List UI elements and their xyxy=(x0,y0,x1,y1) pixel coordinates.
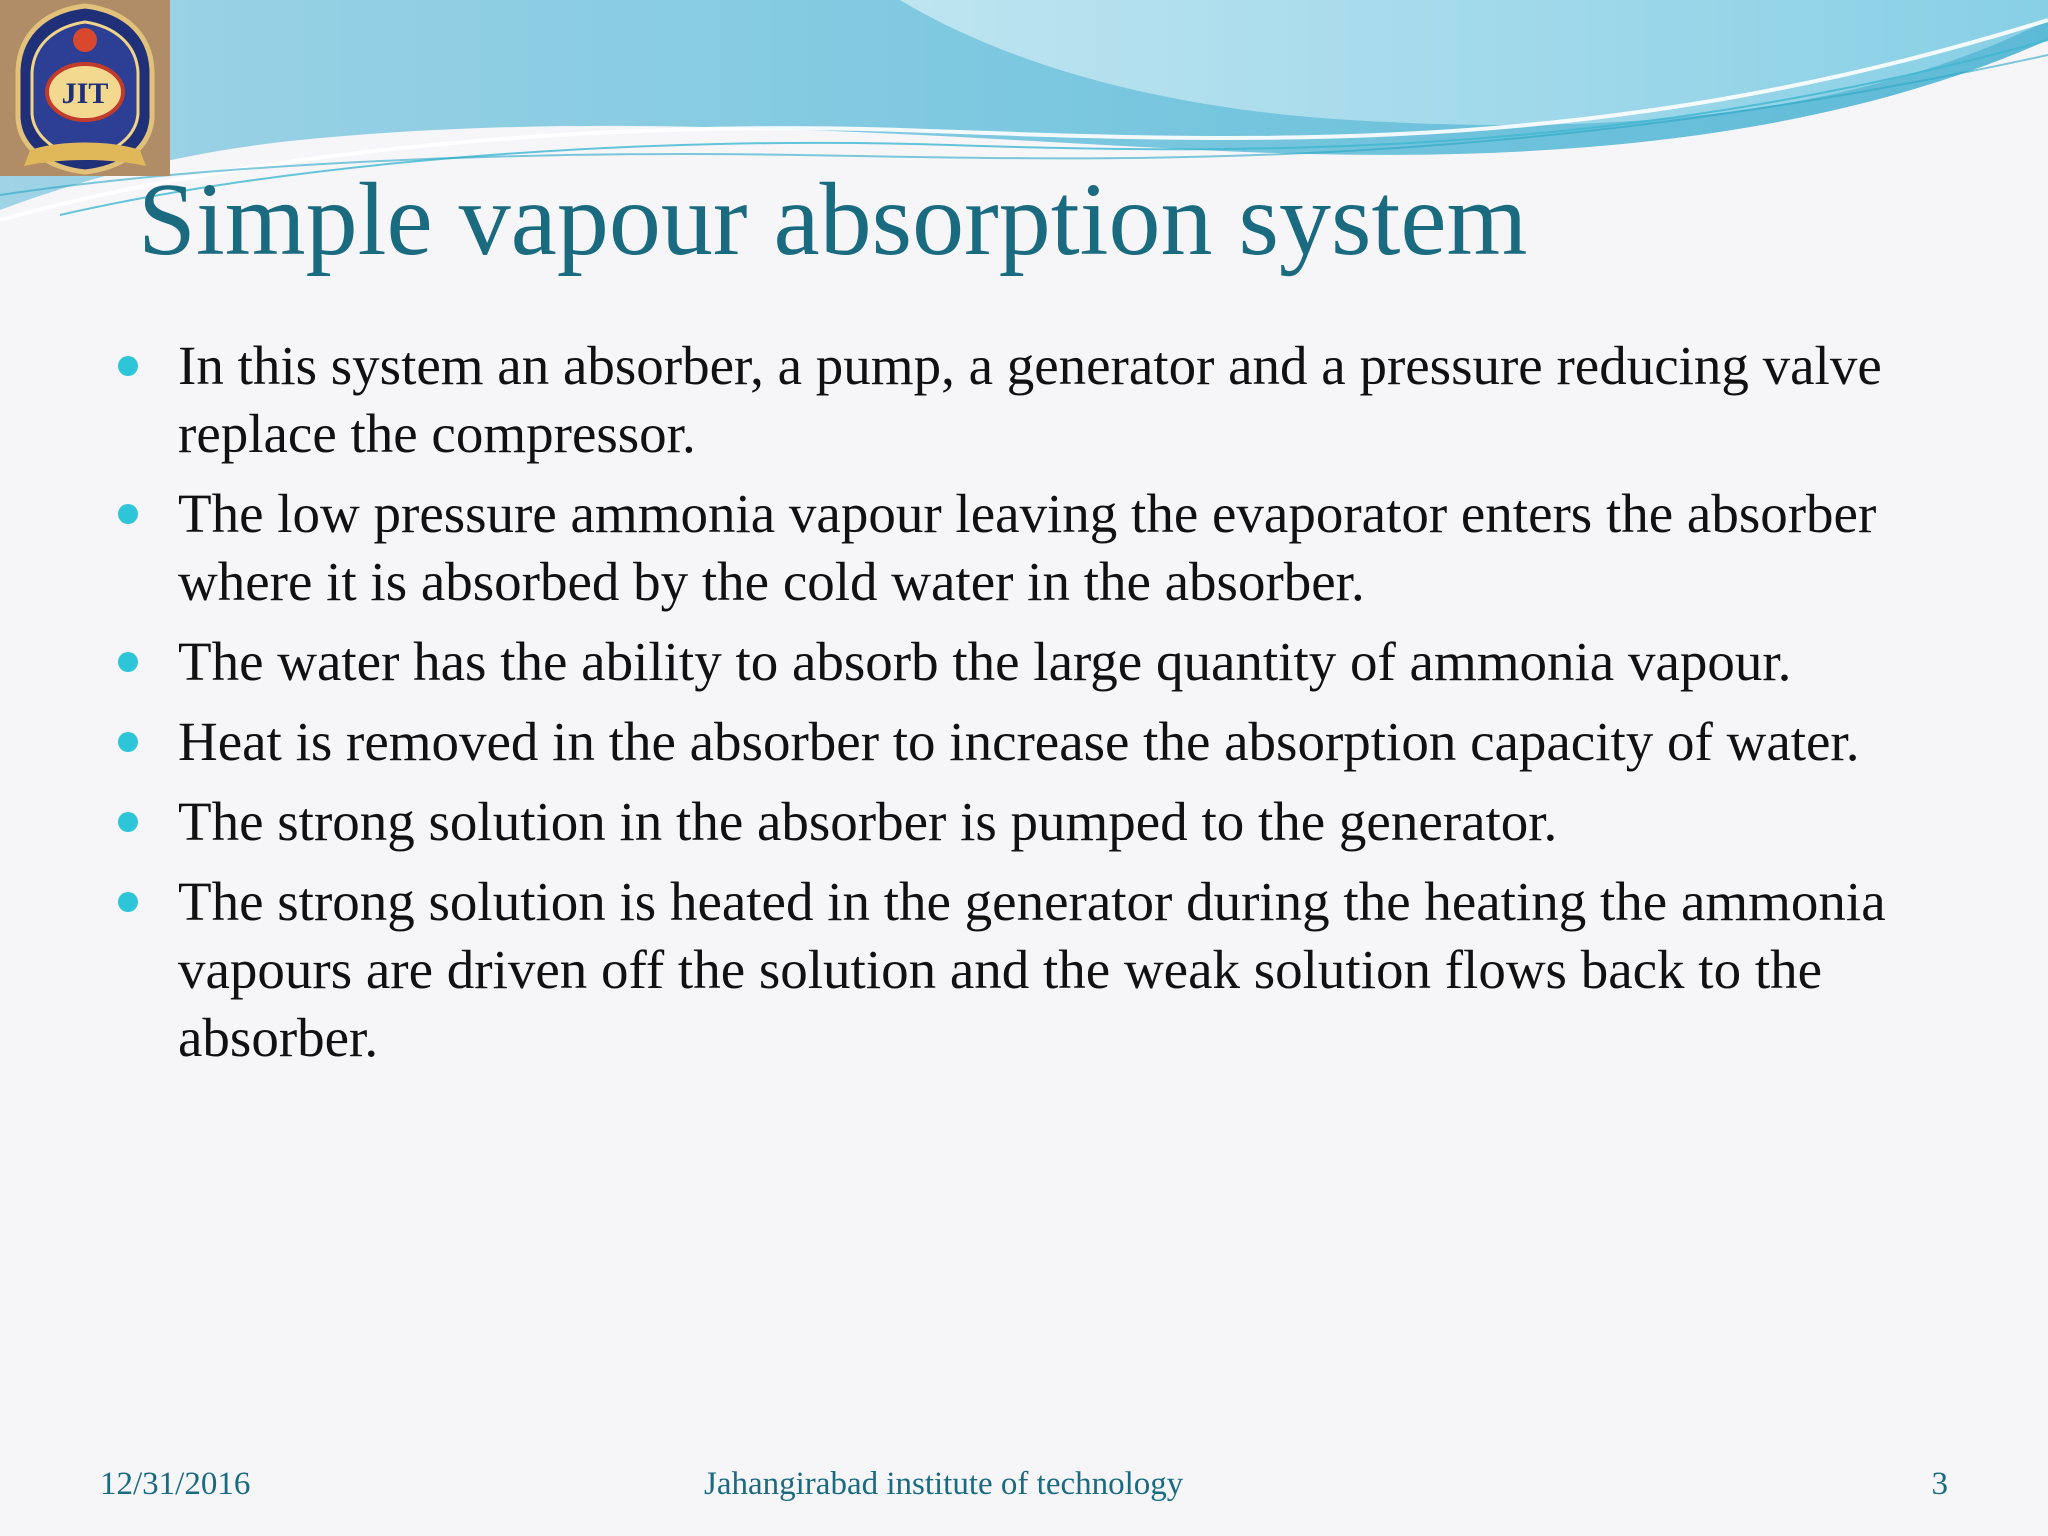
bullet-item xyxy=(110,788,1990,856)
bullet-text: The low pressure ammonia vapour leaving the evaporator enters the absorber where it is absorbed by the cold water in the absorber. xyxy=(178,483,1877,612)
bullet-text: The strong solution in the absorber is pumped to the generator. xyxy=(178,791,1558,852)
bullet-dot-icon xyxy=(118,504,138,524)
institute-logo xyxy=(0,0,170,176)
slide-title: Simple vapour absorption system xyxy=(138,162,1528,277)
bullet-dot-icon xyxy=(118,356,138,376)
bullet-dot-icon xyxy=(118,732,138,752)
bullet-item xyxy=(110,708,1990,776)
bullet-text: In this system an absorber, a pump, a generator and a pressure reducing valve replace the compressor. xyxy=(178,335,1882,464)
bullet-item xyxy=(110,868,1990,1072)
bullet-text: Heat is removed in the absorber to increase the absorption capacity of water. xyxy=(178,711,1860,772)
bullet-item xyxy=(110,480,1990,616)
bullet-text: The strong solution is heated in the generator during the heating the ammonia vapours are driven off the solution and the weak solution flows back to the absorber. xyxy=(178,871,1886,1068)
bullet-text: The water has the ability to absorb the large quantity of ammonia vapour. xyxy=(178,631,1792,692)
bullet-item xyxy=(110,332,1990,468)
bullet-item xyxy=(110,628,1990,696)
footer-date: 12/31/2016 xyxy=(100,1466,251,1502)
footer-page-number: 3 xyxy=(1931,1466,1948,1502)
bullet-list xyxy=(110,332,1990,1084)
bullet-dot-icon xyxy=(118,652,138,672)
footer-organization: Jahangirabad institute of technology xyxy=(704,1466,1184,1502)
bullet-dot-icon xyxy=(118,812,138,832)
svg-text:JIT: JIT xyxy=(61,77,109,110)
bullet-dot-icon xyxy=(118,892,138,912)
